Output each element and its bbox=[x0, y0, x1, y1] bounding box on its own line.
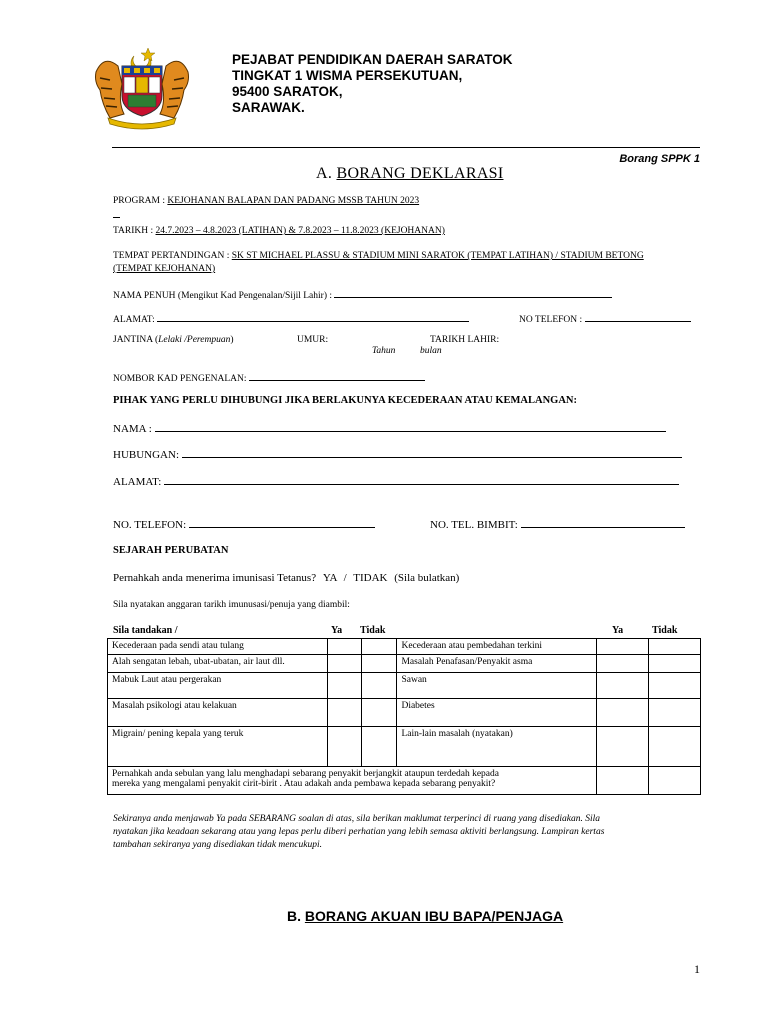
note-line-2: nyatakan jika keadaan sekarang atau yang lepas perlu diberi perhatian yang lebih semasa aktiviti berlangsung. Lampiran kertas bbox=[113, 827, 605, 837]
alamat-label: ALAMAT: bbox=[113, 315, 155, 325]
tetanus-separator: / bbox=[343, 572, 347, 584]
program-label: PROGRAM : bbox=[113, 196, 165, 206]
emergency-hubungan-field[interactable] bbox=[182, 448, 682, 458]
tetanus-tidak-option[interactable]: TIDAK bbox=[353, 572, 388, 584]
emergency-alamat-label: ALAMAT: bbox=[113, 476, 162, 488]
checkbox-ya[interactable] bbox=[597, 639, 649, 655]
checkbox-tidak[interactable] bbox=[649, 655, 701, 673]
form-code: Borang SPPK 1 bbox=[619, 153, 700, 165]
checkbox-tidak[interactable] bbox=[361, 673, 397, 699]
checkbox-tidak[interactable] bbox=[361, 639, 397, 655]
page-number: 1 bbox=[694, 962, 700, 976]
checkbox-tidak[interactable] bbox=[361, 655, 397, 673]
contagious-line-1: Pernahkah anda sebulan yang lalu menghadapi sebarang penyakit berjangkit ataupun terdedah kepada bbox=[112, 769, 499, 779]
checkbox-tidak[interactable] bbox=[649, 699, 701, 727]
checkbox-tidak[interactable] bbox=[361, 699, 397, 727]
note-line-3: tambahan sekiranya yang disediakan tidak mencukupi. bbox=[113, 840, 322, 850]
checkbox-ya[interactable] bbox=[597, 655, 649, 673]
condition-left: Alah sengatan lebah, ubat-ubatan, air laut dll. bbox=[108, 655, 328, 673]
tarikh-value: 24.7.2023 – 4.8.2023 (LATIHAN) & 7.8.2023 – 11.8.2023 (KEJOHANAN) bbox=[155, 226, 445, 236]
section-a-title bbox=[316, 165, 504, 183]
emergency-bimbit-row bbox=[430, 518, 685, 531]
tarikh-row bbox=[113, 226, 445, 236]
section-a-prefix: A. bbox=[316, 165, 333, 182]
tempat-value-1: SK ST MICHAEL PLASSU & STADIUM MINI SARATOK (TEMPAT LATIHAN) / STADIUM BETONG bbox=[231, 251, 644, 261]
checkbox-ya[interactable] bbox=[327, 655, 361, 673]
table-row bbox=[108, 699, 701, 727]
ic-label: NOMBOR KAD PENGENALAN: bbox=[113, 374, 247, 384]
emergency-heading: PIHAK YANG PERLU DIHUBUNGI JIKA BERLAKUNYA KECEDERAAN ATAU KEMALANGAN: bbox=[113, 395, 577, 406]
col-tidak-right: Tidak bbox=[652, 625, 678, 636]
no-telefon-row bbox=[519, 312, 691, 325]
program-value: KEJOHANAN BALAPAN DAN PADANG MSSB TAHUN 2023 bbox=[167, 196, 420, 206]
emergency-telefon-row bbox=[113, 518, 375, 531]
malaysia-coat-of-arms-icon bbox=[88, 44, 196, 130]
contagious-question bbox=[108, 767, 597, 795]
tempat-label: TEMPAT PERTANDINGAN : bbox=[113, 251, 230, 261]
checkbox-ya[interactable] bbox=[597, 727, 649, 767]
condition-right: Masalah Penafasan/Penyakit asma bbox=[397, 655, 597, 673]
emergency-nama-field[interactable] bbox=[155, 422, 666, 432]
emergency-hubungan-row bbox=[113, 448, 682, 461]
office-address-line-2: 95400 SARATOK, bbox=[232, 84, 343, 99]
ic-field[interactable] bbox=[249, 371, 425, 381]
emergency-telefon-field[interactable] bbox=[189, 518, 375, 528]
col-ya-right: Ya bbox=[612, 625, 624, 636]
tempat-value-2: (TEMPAT KEJOHANAN) bbox=[113, 264, 216, 274]
checkbox-ya[interactable] bbox=[597, 767, 649, 795]
tetanus-ya-option[interactable]: YA bbox=[322, 572, 337, 584]
alamat-row bbox=[113, 312, 469, 325]
tarikh-lahir-label: TARIKH LAHIR: bbox=[430, 335, 500, 345]
jantina-options[interactable]: Lelaki /Perempuan bbox=[158, 335, 231, 345]
table-row bbox=[108, 639, 701, 655]
medical-note bbox=[113, 813, 713, 852]
office-address-line-3: SARAWAK. bbox=[232, 100, 305, 115]
checkbox-ya[interactable] bbox=[597, 673, 649, 699]
umur-label: UMUR: bbox=[297, 335, 329, 345]
section-b-prefix: B. bbox=[287, 908, 301, 924]
condition-left: Kecederaan pada sendi atau tulang bbox=[108, 639, 328, 655]
table-row bbox=[108, 767, 701, 795]
table-row bbox=[108, 655, 701, 673]
small-mark bbox=[113, 217, 120, 218]
emergency-bimbit-field[interactable] bbox=[521, 518, 685, 528]
checkbox-ya[interactable] bbox=[327, 639, 361, 655]
col-tidak-left: Tidak bbox=[360, 625, 386, 636]
emergency-nama-label: NAMA : bbox=[113, 423, 152, 435]
table-instruction: Sila tandakan / bbox=[113, 625, 178, 636]
office-name: PEJABAT PENDIDIKAN DAERAH SARATOK bbox=[232, 52, 513, 67]
emergency-alamat-row bbox=[113, 475, 679, 488]
emergency-hubungan-label: HUBUNGAN: bbox=[113, 449, 179, 461]
program-row bbox=[113, 196, 419, 206]
emergency-alamat-field[interactable] bbox=[164, 475, 679, 485]
condition-right: Kecederaan atau pembedahan terkini bbox=[397, 639, 597, 655]
checkbox-ya[interactable] bbox=[327, 673, 361, 699]
emergency-nama-row bbox=[113, 422, 666, 435]
immunisation-date-question: Sila nyatakan anggaran tarikh imunusasi/penuja yang diambil: bbox=[113, 600, 350, 610]
condition-left: Migrain/ pening kepala yang teruk bbox=[108, 727, 328, 767]
section-a-heading: BORANG DEKLARASI bbox=[336, 165, 504, 182]
checkbox-tidak[interactable] bbox=[649, 767, 701, 795]
checkbox-tidak[interactable] bbox=[649, 727, 701, 767]
jantina-label: JANTINA ( bbox=[113, 335, 159, 345]
condition-right: Diabetes bbox=[397, 699, 597, 727]
medical-heading: SEJARAH PERUBATAN bbox=[113, 545, 229, 556]
header-divider bbox=[112, 147, 700, 148]
alamat-field[interactable] bbox=[157, 312, 469, 322]
section-b-title bbox=[287, 908, 563, 924]
nama-penuh-row bbox=[113, 288, 612, 301]
contagious-line-2: mereka yang mengalami penyakit cirit-birit . Atau adakah anda pembawa kepada sebarang penyakit? bbox=[112, 779, 496, 789]
ic-row bbox=[113, 371, 425, 384]
checkbox-ya[interactable] bbox=[597, 699, 649, 727]
table-row bbox=[108, 727, 701, 767]
tetanus-note: (Sila bulatkan) bbox=[394, 572, 460, 584]
condition-right: Sawan bbox=[397, 673, 597, 699]
nama-penuh-label: NAMA PENUH (Mengikut Kad Pengenalan/Sijil Lahir) : bbox=[113, 291, 333, 301]
tahun-label: Tahun bbox=[372, 346, 396, 356]
condition-right: Lain-lain masalah (nyatakan) bbox=[397, 727, 597, 767]
checkbox-tidak[interactable] bbox=[361, 727, 397, 767]
emergency-bimbit-label: NO. TEL. BIMBIT: bbox=[430, 519, 518, 531]
tempat-row bbox=[113, 251, 713, 261]
office-address-line-1: TINGKAT 1 WISMA PERSEKUTUAN, bbox=[232, 68, 463, 83]
table-row bbox=[108, 673, 701, 699]
col-ya-left: Ya bbox=[331, 625, 343, 636]
no-telefon-field[interactable] bbox=[585, 312, 691, 322]
jantina-close: ) bbox=[230, 335, 234, 345]
tarikh-label: TARIKH : bbox=[113, 226, 154, 236]
nama-penuh-field[interactable] bbox=[334, 288, 612, 298]
checkbox-tidak[interactable] bbox=[649, 639, 701, 655]
jantina-row bbox=[113, 335, 234, 345]
checkbox-tidak[interactable] bbox=[649, 673, 701, 699]
section-b-heading: BORANG AKUAN IBU BAPA/PENJAGA bbox=[304, 908, 564, 924]
medical-checklist-table bbox=[107, 638, 701, 795]
bulan-label: bulan bbox=[420, 346, 442, 356]
note-line-1: Sekiranya anda menjawab Ya pada SEBARANG soalan di atas, sila berikan maklumat terperinci di ruang yang disediakan. Sila bbox=[113, 814, 601, 824]
tetanus-row bbox=[113, 572, 459, 584]
no-telefon-label: NO TELEFON : bbox=[519, 315, 583, 325]
checkbox-ya[interactable] bbox=[327, 727, 361, 767]
tetanus-question: Pernahkah anda menerima imunisasi Tetanus? bbox=[113, 572, 317, 584]
condition-left: Masalah psikologi atau kelakuan bbox=[108, 699, 328, 727]
checkbox-ya[interactable] bbox=[327, 699, 361, 727]
condition-left: Mabuk Laut atau pergerakan bbox=[108, 673, 328, 699]
emergency-telefon-label: NO. TELEFON: bbox=[113, 519, 187, 531]
